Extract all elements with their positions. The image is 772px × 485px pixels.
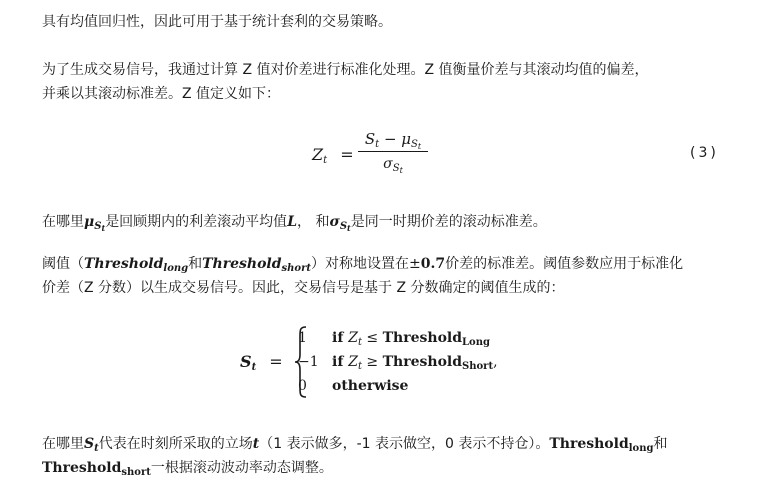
piecewise-row: 1 if $Z_t$ ≤ Threshold$_{Long}$ — [298, 330, 490, 348]
paragraph-text: 具有均值回归性，因此可用于基于统计套利的交易策略。 — [42, 14, 392, 30]
paragraph-line: 并乘以其滚动标准差。Z 值定义如下： — [42, 86, 281, 102]
paragraph-line: 在哪里$S_t$代表在时刻所采取的立场t（1 表示做多，-1 表示做空，0 表示不持仓）。Threshold$_{long}$和 — [42, 436, 668, 454]
paragraph-mu-sigma-definition: 在哪里$\mu_{S_t}$是回顾期内的利差滚动平均值L， 和$\sigma_{S_t}$是同一时期价差的滚动标准差。 — [42, 214, 547, 233]
paragraph-zscore-intro — [42, 58, 742, 106]
fraction-denominator: $\sigma_{S_t}$ — [383, 156, 403, 175]
equation-fraction — [358, 128, 428, 175]
paragraph-line: 为了生成交易信号，我通过计算 Z 值对价差进行标准化处理。Z 值衡量价差与其滚动均值的偏差， — [42, 62, 649, 78]
piecewise-row: −1 if $Z_t$ ≥ Threshold$_{Short}$, — [298, 354, 498, 372]
paragraph-line: 价差（Z 分数）以生成交易信号。因此，交易信号是基于 Z 分数确定的阈值生成的： — [42, 280, 565, 296]
fraction-numerator: $S_t - \mu_{S_t}$ — [364, 130, 422, 151]
paragraph-threshold — [42, 252, 742, 300]
paragraph-mean-reversion — [42, 10, 742, 34]
fraction-bar — [358, 151, 428, 152]
equation-lhs: $S_t$ = — [240, 352, 283, 373]
equation-lhs: $Z_t$ = — [312, 145, 354, 166]
equation-signal-piecewise — [240, 326, 560, 398]
piecewise-row: 0 otherwise — [298, 378, 409, 394]
paragraph-line: 阈值（Threshold$_{long}$和Threshold$_{short}$）对称地设置在±0.7价差的标准差。阈值参数应用于标准化 — [42, 256, 684, 274]
equation-number: (3) — [690, 145, 719, 161]
paragraph-line: Threshold$_{short}$一根据滚动波动率动态调整。 — [42, 460, 333, 478]
paragraph-position-definition — [42, 432, 742, 480]
